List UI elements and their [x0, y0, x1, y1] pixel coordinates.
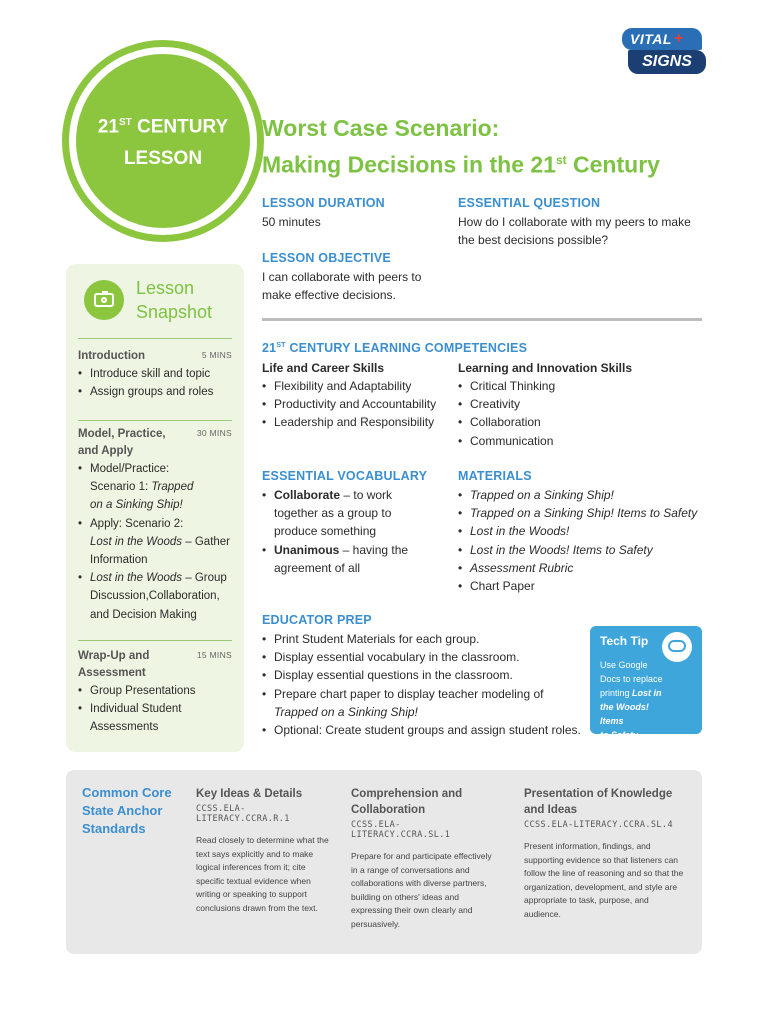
- educator-prep: EDUCATOR PREP • Print Student Materials for each group. • Display essential vocabulary in the classroom. • Display essential questions in the classroom. • Prepare chart paper to display teacher modeling of Trapped on a Sinking Ship! • Optional: Create student groups and assign student roles.: [262, 613, 582, 739]
- logo-bottom-text: SIGNS: [628, 50, 706, 74]
- section-introduction: Introduction 5 MINS • Introduce skill and topic • Assign groups and roles: [78, 348, 232, 401]
- list-item: • Communication: [458, 432, 698, 450]
- list-item: • Print Student Materials for each group.: [262, 630, 582, 648]
- vocab-unanimous: • Unanimous – having the agreement of all: [262, 541, 452, 577]
- lesson-snapshot: [66, 264, 244, 752]
- list-item: • Trapped on a Sinking Ship!: [458, 486, 708, 504]
- standard-comprehension: Comprehension and Collaboration CCSS.ELA-LITERACY.CCRA.SL.1 Prepare for and participate effectively in a range of conversations and collaborations with diverse partners, building on others' ideas and expressing their own clearly and persuasively.: [351, 788, 492, 929]
- list-item: • Creativity: [458, 395, 698, 413]
- list-item: • Introduce skill and topic: [78, 365, 232, 383]
- cloud-icon: [662, 632, 692, 662]
- common-core-standards: [66, 770, 702, 954]
- tech-tip: Tech Tip Use Google Docs to replace printing Lost in the Woods! Items to Safety: [590, 626, 702, 734]
- lesson-objective: LESSON OBJECTIVE I can collaborate with peers to make effective decisions.: [262, 251, 422, 302]
- divider: [78, 420, 232, 421]
- essential-vocabulary: ESSENTIAL VOCABULARY • Collaborate – to work together as a group to produce something • Unanimous – having the agreement of all: [262, 469, 452, 577]
- list-item: • Lost in the Woods – Group Discussion,Collaboration, and Decision Making: [78, 569, 232, 624]
- divider: [78, 338, 232, 339]
- list-item: • Display essential questions in the classroom.: [262, 666, 582, 684]
- divider: [78, 640, 232, 641]
- lesson-duration: LESSON DURATION 50 minutes: [262, 196, 385, 229]
- list-item: • Apply: Scenario 2: Lost in the Woods – Gather Information: [78, 515, 232, 570]
- vital-signs-logo: [622, 28, 706, 76]
- snapshot-title: Lesson Snapshot: [136, 278, 213, 322]
- lesson-badge: [62, 40, 264, 242]
- vocab-collaborate: • Collaborate – to work together as a group to produce something: [262, 486, 452, 541]
- list-item: • Lost in the Woods!: [458, 522, 708, 540]
- materials: MATERIALS • Trapped on a Sinking Ship! • Trapped on a Sinking Ship! Items to Safety • Lost in the Woods! • Lost in the Woods! Items to Safety • Assessment Rubric • Chart Paper: [458, 469, 708, 595]
- logo-cross-icon: +: [674, 30, 684, 47]
- divider: [262, 318, 702, 321]
- list-item: • Leadership and Responsibility: [262, 413, 452, 431]
- standards-title: Common Core State Anchor Standards: [82, 785, 172, 836]
- list-item: • Collaboration: [458, 413, 698, 431]
- list-item: • Group Presentations: [78, 682, 232, 700]
- camera-icon: [84, 280, 124, 320]
- life-career-skills: Life and Career Skills • Flexibility and Adaptability • Productivity and Accountability • Leadership and Responsibility: [262, 360, 452, 432]
- list-item: • Productivity and Accountability: [262, 395, 452, 413]
- section-model-practice-apply: Model, Practice, and Apply 30 MINS • Model/Practice: Scenario 1: Trapped on a Sinking Ship! • Apply: Scenario 2: Lost in the Woods – Gather Information • Lost in the Woods – Group Discussion,Collaboration, and Decision Making: [78, 426, 232, 624]
- list-item: • Chart Paper: [458, 577, 708, 595]
- list-item: • Trapped on a Sinking Ship! Items to Safety: [458, 504, 708, 522]
- list-item: • Assessment Rubric: [458, 559, 708, 577]
- list-item: • Display essential vocabulary in the classroom.: [262, 648, 582, 666]
- essential-question: ESSENTIAL QUESTION How do I collaborate with my peers to make the best decisions possible?: [458, 196, 691, 247]
- list-item: • Flexibility and Adaptability: [262, 377, 452, 395]
- learning-innovation-skills: Learning and Innovation Skills • Critical Thinking • Creativity • Collaboration • Communication: [458, 360, 698, 450]
- list-item: • Optional: Create student groups and assign student roles.: [262, 721, 582, 739]
- competencies-heading: 21ST CENTURY LEARNING COMPETENCIES: [262, 341, 528, 355]
- standard-key-ideas: Key Ideas & Details CCSS.ELA-LITERACY.CCRA.R.1 Read closely to determine what the text says explicitly and to make logical inferences from it; cite specific textual evidence when writing or speaking to support conclusions drawn from the text.: [196, 788, 329, 913]
- list-item: • Assign groups and roles: [78, 383, 232, 401]
- list-item: • Lost in the Woods! Items to Safety: [458, 541, 708, 559]
- badge-line-1: 21ST CENTURY: [97, 116, 229, 138]
- page-title: Worst Case Scenario: Making Decisions in the 21st Century: [262, 115, 660, 178]
- section-wrap-up: Wrap-Up and Assessment 15 MINS • Group Presentations • Individual Student Assessments: [78, 648, 232, 737]
- list-item: • Critical Thinking: [458, 377, 698, 395]
- list-item: • Prepare chart paper to display teacher modeling of Trapped on a Sinking Ship!: [262, 685, 582, 721]
- standard-presentation: Presentation of Knowledge and Ideas CCSS.ELA-LITERACY.CCRA.SL.4 Present information, findings, and supporting evidence so that listeners can follow the line of reasoning and so that the organization, development, and style are appropriate to task, purpose, and audience.: [524, 788, 684, 919]
- list-item: • Model/Practice: Scenario 1: Trapped on a Sinking Ship!: [78, 460, 232, 515]
- list-item: • Individual Student Assessments: [78, 700, 232, 736]
- logo-top-text: VITAL: [622, 28, 702, 50]
- badge-line-2: LESSON: [123, 148, 203, 170]
